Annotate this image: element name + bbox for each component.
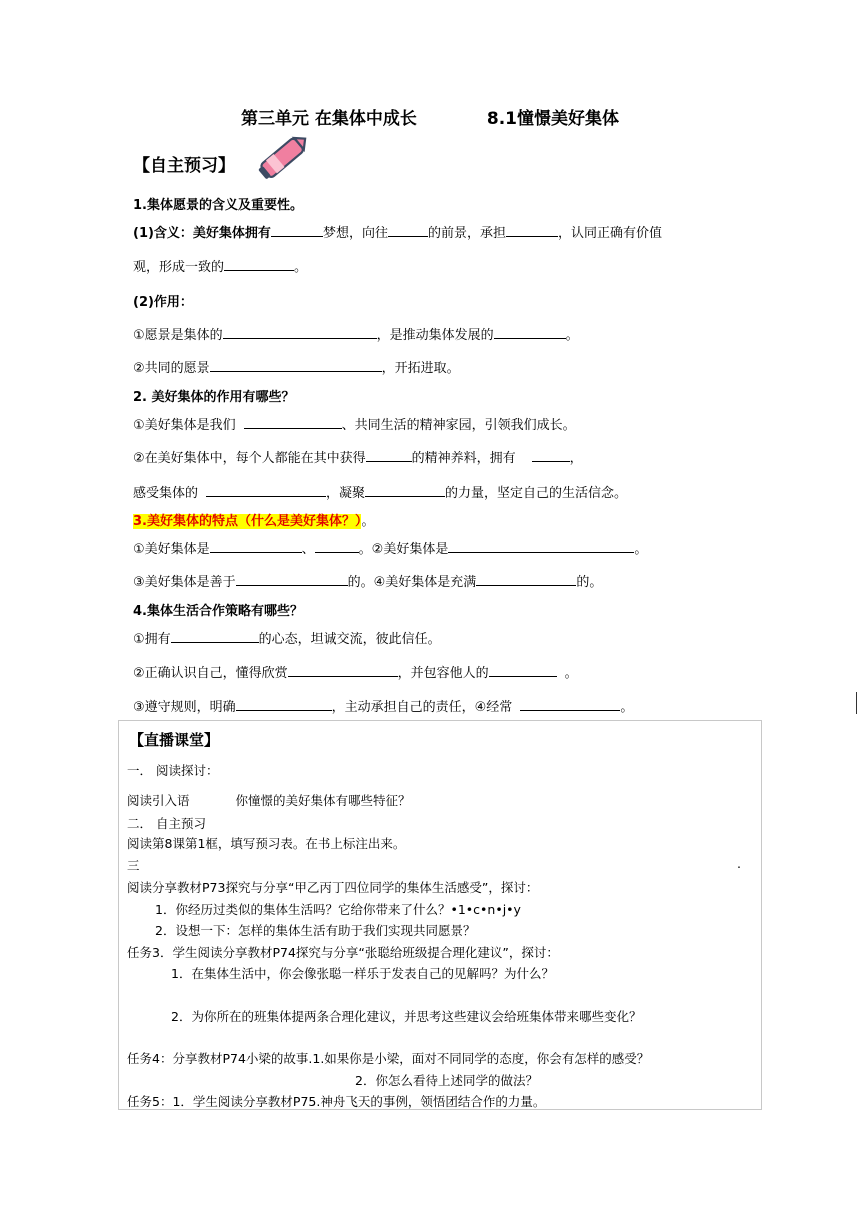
live-classroom-box	[118, 720, 762, 1110]
blank-field	[271, 223, 323, 237]
live-line-11: 2．为你所在的班集体提两条合理化建议，并思考这些建议会给班集体带来哪些变化？	[171, 1009, 642, 1024]
live-line-13: 2．你怎么看待上述同学的做法？	[355, 1073, 538, 1088]
blank-field	[223, 325, 377, 339]
blank-field	[288, 663, 398, 677]
blank-field	[476, 572, 576, 586]
q3-line-b: ③美好集体是善于 的。④美好集体是充满 的。	[133, 571, 602, 590]
blank-field	[494, 325, 566, 339]
q4-line-c: ③遵守规则，明确 ，主动承担自己的责任，④经常 。	[133, 696, 633, 715]
live-line-9: 任务3．学生阅读分享教材P74探究与分享“张聪给班级提合理化建议”，探讨：	[127, 945, 559, 960]
live-line-4: 阅读第8课第1框，填写预习表。在书上标注出来。	[127, 836, 406, 851]
q1-function-label: (2)作用：	[133, 295, 193, 310]
q1-function-a: ①愿景是集体的 ，是推动集体发展的 。	[133, 324, 579, 343]
blank-field	[236, 697, 332, 711]
q3-line-a: ①美好集体是 、 。②美好集体是 。	[133, 538, 647, 557]
title-lesson: 8.1憧憬美好集体	[486, 109, 620, 129]
blank-field	[224, 257, 294, 271]
q4-line-b: ②正确认识自己，懂得欣赏 ，并包容他人的 。	[133, 662, 578, 681]
live-line-3: 二． 自主预习	[127, 816, 206, 831]
q2-line-b: ②在美好集体中，每个人都能在其中获得 的精神养料，拥有 ，	[133, 447, 583, 466]
blank-field	[236, 572, 348, 586]
pen-icon	[254, 130, 314, 188]
page-title	[0, 104, 860, 129]
q2-line-c: 感受集体的 ，凝聚 的力量，坚定自己的生活信念。	[133, 482, 627, 501]
title-unit: 第三单元 在集体中成长	[240, 109, 417, 129]
blank-field	[366, 448, 412, 462]
live-line-1: 一． 阅读探讨：	[127, 763, 219, 778]
blank-field	[520, 697, 620, 711]
live-line-8: 2．设想一下：怎样的集体生活有助于我们实现共同愿景？	[155, 923, 476, 938]
q2-line-a: ①美好集体是我们 、共同生活的精神家园，引领我们成长。	[133, 414, 576, 433]
question-4: 4.集体生活合作策略有哪些？	[133, 604, 303, 619]
live-line-2: 阅读引入语 你憧憬的美好集体有哪些特征？	[127, 793, 411, 808]
blank-field	[532, 448, 570, 462]
blank-field	[210, 358, 382, 372]
q1-meaning-line: (1)含义：美好集体拥有 梦想，向往 的前景，承担 ，认同正确有价值	[133, 222, 662, 241]
blank-field	[448, 539, 634, 553]
live-line-7: 1．你经历过类似的集体生活吗？它给你带来了什么？•1•c•n•j•y	[155, 902, 521, 917]
blank-field	[244, 415, 342, 429]
question-2: 2. 美好集体的作用有哪些？	[133, 390, 295, 405]
blank-field	[388, 223, 428, 237]
blank-field	[171, 629, 259, 643]
preview-heading: 【自主预习】	[133, 156, 235, 176]
blank-field	[506, 223, 558, 237]
blank-field	[365, 483, 445, 497]
blank-field	[315, 539, 359, 553]
blank-field	[210, 539, 302, 553]
live-line-6: 阅读分享教材P73探究与分享“甲乙丙丁四位同学的集体生活感受”，探讨：	[127, 880, 539, 895]
blank-field	[489, 663, 557, 677]
live-heading: 【直播课堂】	[129, 731, 220, 749]
live-line-5: 三	[127, 858, 140, 873]
live-line-14: 任务5：1．学生阅读分享教材P75.神舟飞天的事例，领悟团结合作的力量。	[127, 1094, 546, 1109]
q1-function-b: ②共同的愿景 ，开拓进取。	[133, 357, 460, 376]
live-line-10: 1．在集体生活中，你会像张聪一样乐于发表自己的见解吗？为什么？	[171, 966, 554, 981]
q4-line-a: ①拥有 的心态，坦诚交流，彼此信任。	[133, 628, 441, 647]
question-1: 1.集体愿景的含义及重要性。	[133, 198, 303, 213]
q1-meaning-line2: 观，形成一致的 。	[133, 256, 307, 275]
scrollbar-marker	[856, 692, 857, 714]
blank-field	[206, 483, 326, 497]
live-line-12: 任务4：分享教材P74小梁的故事.1.如果你是小梁，面对不同同学的态度，你会有怎样的感受？	[127, 1051, 650, 1066]
live-line-5-dot: .	[737, 856, 741, 871]
question-3: 3.美好集体的特点（什么是美好集体？）。	[133, 514, 375, 529]
